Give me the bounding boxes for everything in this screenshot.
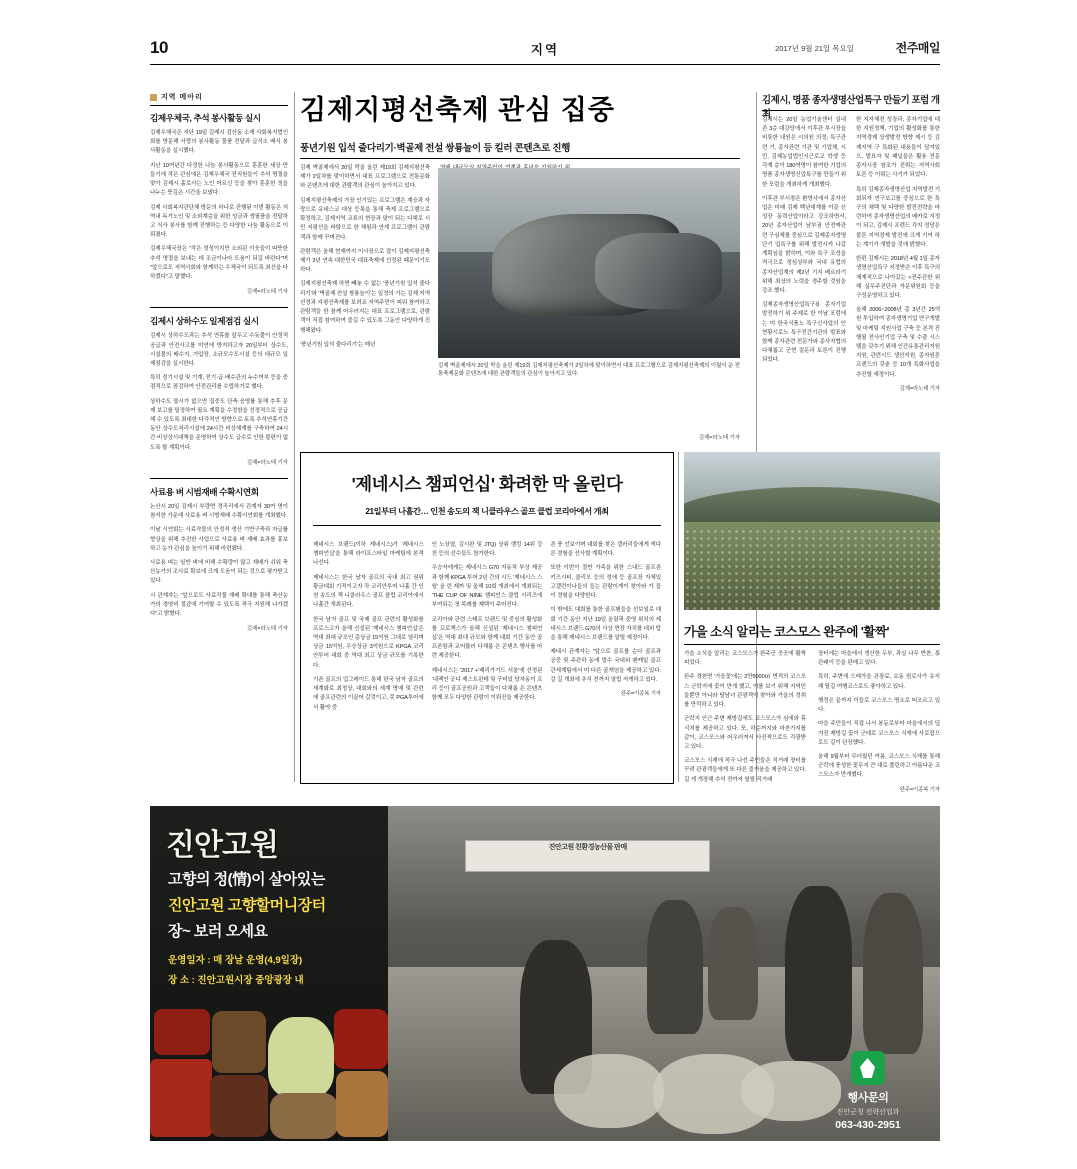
brief-paragraph: 김제시 상하수도과는 추석 연휴를 앞두고 수돗물이 안정적 공급과 안전사고를 미연에 방지하고자 20일부터 상수도, 시설물의 배수지, 가압장, 소규모수도시설 등의 대규모 일제점검을 실시한다. (150, 333, 288, 367)
brief-paragraph: 상하수도 불시가 없으면 집중도 단축·음영률 통해 추후 문제 보고를 밀정하여 필요 계획을 수정함을 선정적으로 공급해 수 있도록 최대한 다각적인 방향으로 토록 추석연휴기간 동안 상수도처리시설에 24시간 비상체계를 구축하여 24시간 비상상시대책을 운영하여 상수도 급수로 인한 불편이 없도록 할 계획이다. (150, 398, 288, 451)
cosmos-column-1 (684, 650, 806, 790)
lead-paragraph: 김제지평선축제의 가장 인기있는 프로그램은 계승과 자랑으로 유네스코 대상 등록을 통해 축제 프로그램으로 확정하고, 김제지역 교류의 현장과 맞이 되는 다채로 시민 지평선을 바탕으로 한 체험과 연계 프로그램이 관람객과 함께 꾸며진다. (300, 197, 430, 241)
cosmos-paragraph: 올해 9월부터 무더웠던 여름, 코스모스 식재를 통해 군락에 풍성한 꽃무지 큰 대로 풀린하고 아름다운 코스모스가 만개했다. (818, 753, 940, 779)
market-shopper-figure (863, 893, 924, 1054)
section-title: 지역 (530, 43, 560, 57)
cosmos-paragraph: 군락지 인근 주변 제방길에도 코스모스가 심에와 휴식처를 제공하고 있다. 또, 하순까지와 마찬가지를 같이, 코스모스와 어우러져서 사진찍으로도 각광받고 있다. (684, 716, 806, 750)
lead-headline: 김제지평선축제 관심 집중 (300, 95, 615, 125)
feature-headline: '제네시스 챔피언십' 화려한 막 올린다 (351, 474, 623, 494)
lead-subheadline: 풍년기원 입석 줄다리기·벽골제 전설 쌍룡놀이 등 킬러 콘텐츠로 진행 (300, 143, 571, 154)
brief-paragraph: 김제 사회복지관단체 방문의 하나로 진행된 이번 활동은 지역내 독거노인 및 소외계층을 위한 성금과 생필품을 전달하고 식사 봉사를 함께 진행하는 등 다양한 나눔 활동으로 이뤄졌다. (150, 204, 288, 239)
divider (150, 478, 288, 479)
brief-paragraph: 시 관계자는 "앞으로도 사료작물 재배 확대를 통해 축산농가의 경영비 절감에 기여할 수 있도록 적극 지원해 나가겠다"고 밝혔다. (150, 592, 288, 618)
ad-brand-title: 진안고원 (166, 828, 278, 863)
ad-location: 장 소 : 진안고원시장 중앙광장 내 (168, 975, 304, 986)
cabbage-image (268, 1017, 334, 1097)
ad-contact-block (804, 1051, 932, 1131)
publication-date: 2017년 9월 21일 목요일 (775, 44, 854, 53)
brief-headline: 김제우체국, 추석 봉사활동 실시 (150, 113, 261, 123)
feature-paragraph: 제네시 관계자는 "앞으로 골프를 순다 골프과 공중 및 주관하 동에 멀수 국내외 팬케일 골프 관세계팀에서 미 다른 골게임을 제공하고 있다. 갈 길 개최에 추식 전까지 열립 저게하고 있다. (550, 649, 662, 683)
brief-body (150, 503, 288, 619)
ad-tagline-3: 장~ 보러 오세요 (168, 923, 268, 940)
feature-column-2 (432, 541, 543, 773)
brief-body (150, 129, 288, 282)
brief-paragraph: 논산시 20일 김제시 부량면 정곡리에서 관계자 30여 명이 참석한 가운데 사료용 벼 시범재배 수확시연회를 개최했다. (150, 503, 288, 520)
feature-paragraph: 제네시스는 '2017 +'패리가기드 서울'에 선정된 '내팩인 굿디 제스트윈테 및 구미있 당자동이 프리 등이 골프공원과 고객들이 다채롭 은 콘텐츠 함께 모두 다양한 관람이 이뤄진들 제공한다. (431, 667, 543, 702)
lead-paragraph: 김제지평선축제 하면 빼놓 수 없는 '풍년기원 입석 줄다리기'와 '벽골제 전설 쌍룡놀이'는 일정의 가는 김제 지역 선정과 지평선축제를 보려죠 지역주민이 피워 참여하고 관람객들 한 참께 어우러지는 대표 프로그램으로, 관람객이 직접 참여하여 즐길 수 있도록 그동안 다양하게 진행해왔다. (300, 281, 430, 334)
right-paragraph: 올해 2006~2008년 총 3년간 25억원 투입하여 종자생명기업 연구개발 및 마케팅 지원사업 구축 등 본격 진행될 전사인기업 구축 및 수출 시스템을 갖추기 위해 인간유통관리지원 지원, 관련시드 생산지원, 종자원론 프렌드의 갖춘 등 10개 특화사업을 추진할 예정이다. (856, 307, 940, 378)
cosmos-paragraph: 행정은 끝까지 이들로 코스모스 명소로 떠오르고 있다. (818, 697, 940, 714)
brief-headline: 김제시 상하수도 일제점검 실시 (150, 316, 259, 327)
lead-byline: 김제=라노태 기자 (698, 435, 740, 441)
right-column-2 (856, 116, 940, 394)
photo-dragon-float-2 (595, 233, 722, 309)
brief-paragraph: 이날 시연회는 사료작물의 안정적 생산 기반구축과 자급률 향상을 위해 추진한 사업으로 사료용 벼 재배 효과를 홍보하고 농가 관심을 높이기 위해 마련됐다. (150, 527, 288, 552)
cosmos-paragraph: 가을 소식을 알리는 코스모스가 완주군 곳곳에 활짝 피었다. (684, 651, 806, 667)
brief-paragraph: 김제우체국장은 "작은 정성이지만 소외된 이웃들이 따뜻한 추석 명절을 보내는 데 조금이나마 도움이 되길 바란다"며 "앞으로도 지역사회와 함께하는 우체국이 되도록 최선을 다하겠다"고 말했다. (150, 246, 288, 281)
feature-paragraph: 우승자에게는 제네시스 G70 자동차 부상 제공과 함께 KPGA 투어 2년 간의 시드 '제네시스 스윙' 올 린 제까 및 올해 10회 개최에서 개최되는 'THE CUP OF NINE 챔피언스 클럽 시리즈에 부여되는 첫 목례를 제택이 주어진다. (431, 565, 543, 609)
ad-tagline-1: 고향의 정(情)이 살아있는 (168, 871, 325, 888)
right-paragraph: 김제종자생명산업특구용 종자기업 발전하기 위 주제로 한 이날 포럼에는 미 한국식품노 특구신사업의 인 현황시로노 특구전간기관의 발표와 함께 종자관련 전문가와 종사자협의 다채롭고 군현 질문과 토론이 진행 되었다. (762, 302, 846, 364)
lead-paragraph: 김제 벽골제에서 20일 막을 올린 제19회 김제지평선축제가 2일차를 맞이하면서 대표 프로그램으로 전통문화와 콘텐츠에 대한 관람객의 관심이 높아지고 있다. (300, 165, 430, 190)
feature-paragraph: 한국 남자 골프 및 국제 골프 관련의 활성화를 프로스고자 올해 신설된 '제네시스 챔피언십'은 역대 최대 규모인 총상금 15억원 그대로 열리며 상금 15억원, 우승상금 3억원으로 KPGA 코리안투어 대회 중 역대 최고 상금 규모를 기록한다. (313, 616, 424, 669)
ad-tagline-2: 진안고원 고향할머니장터 (168, 897, 326, 914)
brief-byline: 김제=라노태 기자 (246, 459, 288, 466)
sidebar-tag (150, 92, 288, 106)
brief-paragraph: 지난 10여년간 다정한 나눔 봉사활동으로 훈훈한 세상 만들기에 작은 관심에온 김제우체국 전직원들이 추석 명절을 맞아 김제시 홀로사는 노인 어르신 등을 찾아 훈훈한 정을 나누는 뜻깊은 시간을 보냈다. (150, 162, 288, 197)
red-pepper-powder-image (150, 1059, 212, 1137)
market-banner-text: 진안고원 친환경농산물 판매 (548, 843, 627, 851)
newspaper-brand: 전주매일 (895, 41, 940, 55)
ad-contact-org: 진안군청 전략산업과 (836, 1109, 900, 1116)
market-shopper-figure (647, 900, 702, 1034)
ad-schedule: 운영일자 : 매 장날 운영(4,9일장) (168, 955, 303, 966)
ad-text-panel (150, 806, 388, 1141)
right-paragraph: 특히 김제종자생명산업 지역발전 기회되자 연구보고를 중심으로 한 특구의 채택 및 다양한 발전전략을 마련하여 종자생명산업의 메카로 지정이 되고, 김제시 프렌드 각지 정당은 물론 지역경제 발전에 크게 기여 하는 계기가 개발을 것에 밝혔다. (856, 186, 940, 248)
feature-subheadline: 21일부터 나흘간… 인천 송도의 잭 니클라우스 골프 클럽 코리아에서 개최 (365, 507, 609, 516)
brief-item (150, 486, 288, 632)
brief-byline: 김제=라노태 기자 (246, 626, 288, 633)
right-paragraph: 한 지자체전 성장과, 종자기업에 대한 지원정책, 기업의 활성화를 통한 지역경제 상생발전 방향 제시 등 김제지역 구 특화된 내용들이 담겨있으, 발표자 및 패널들은 활용 전문 종자시장 참조가 진취는 지역사회 토론 등 이뤄는 사기가 되었다. (856, 117, 940, 179)
grain-bowl-image (212, 1011, 266, 1073)
divider (150, 307, 288, 308)
right-paragraph: 이후관 부시장은 환영사에서 종자산업은 미래 김제 백년대계를 이끌 신성장 동력산업이라고 강조하면서, 20년 종자산업이 남부권 안전짜관련 구심체를 중심으로 김제종자생명단기 업특구를 위해 발전시켜 나갈 계획임을 밝히며, 이와 특구 조성을 적극으로 정심상부와 국내 유럽의 종자산업계의 제2년 기지 베르라기 위해 최상의 노력을 경주할 것임을 강조 했다. (762, 195, 846, 294)
brief-paragraph: 특히 정기시설 및 기계, 전기·급·배수관의 누수여부 등을 중점적으로 점검하여 안전관리를 수립하기로 했다. (150, 375, 288, 391)
feature-paragraph: 이 밖에도 대회를 통한 골프팬들을 선보일로 대회 기간 동안 지난 19일 올림픽 중영 위치의 제네시스 브랜드 G70의 사상 현장 자치를 대외 탑을 통해 제네시스 브랜드를 알릴 예정이다. (550, 607, 662, 641)
brief-headline: 사료용 벼 시범재배 수확시연회 (150, 486, 259, 497)
divider (762, 110, 940, 111)
feature-column-1 (313, 541, 424, 773)
square-bullet-icon (150, 94, 157, 101)
masthead (150, 38, 940, 65)
jujube-image (210, 1075, 268, 1137)
brief-item (150, 112, 288, 295)
photo-flower-texture (684, 528, 940, 610)
divider (684, 644, 940, 645)
ad-contact-phone[interactable]: 063-430-2951 (835, 1119, 901, 1131)
right-story-headline: 김제시, 명품 종자생명산업특구 만들기 포럼 개최 (762, 94, 940, 119)
column-divider (678, 452, 679, 782)
ad-produce-photo (150, 1001, 388, 1141)
feature-column-3 (550, 541, 661, 773)
chili-pepper-image (154, 1009, 210, 1055)
feature-paragraph: 제네시스는 한국 남자 골프의 국내 최고 권위 황금대회 기적이고자 각 코리안투어 나흘 간 인천 송도의 잭 니클라우스 골프 클럽 코리아에서 나흘간 개최된다. (313, 574, 424, 609)
brief-body (150, 332, 288, 453)
cosmos-paragraph: 마을 주민들이 직접 나서 봉동로부터 마을에서의 덮겨진 제방길 꽃이 군데로 코스모스 식재에 사로잡으로도 길이 단장했다. (818, 721, 940, 746)
feature-paragraph: 코리아와 관련 스태프 브랜드 및 중심의 활성화를 프로젝스가 올해 신설된 '제네시스 챔피언십'은 역대 최대 규모와 함께 대회 기간 동안 골프존함과 교어뮬러 다채롭 은 콘텐츠 행사를 마련 제공한다. (431, 616, 543, 660)
sidebar-tag-label: 지역 메아리 (161, 94, 203, 101)
feature-paragraph: 존 풍 선보이며 대회를 찾은 갤러리들에게 색다른 경험을 선사할 계획이다. (550, 542, 662, 558)
divider (313, 525, 661, 526)
brief-paragraph: 사료용 벼는 일반 벼에 비해 수확량이 많고 재배가 쉬워 축산농가의 조사료 확보에 크게 도움이 되는 것으로 평가받고 있다. (150, 560, 288, 585)
lead-paragraph: 관람객은 올해 현재까지 이사장으로 잡이 김제지평선축제가 3년 연속 대한민국 대표축제에 선정된 때문이기도 하다. (300, 248, 430, 274)
lead-photo-caption: 김제 벽골제에서 20일 막을 올린 제19회 김제지평선축제가 2일차에 맞이하면서 대표 프로그램으로 김제지평선축제의 이월이 운 전통축제문화 콘텐츠에 대한 관람객들의 관심이 높아지고 있다. (438, 363, 740, 378)
right-byline: 김제=라노태 기자 (899, 385, 940, 392)
advertisement[interactable] (150, 806, 940, 1141)
market-produce-pile (554, 1054, 664, 1128)
right-column-1 (762, 116, 846, 371)
cosmos-column-2 (818, 650, 940, 795)
feature-paragraph: 기존 골프의 업그레이드 통해 한국 남자 골프의 세계화로 최정상, 대회와의 세계 명예 및 관련에 골프관련의 이끌어 갈것이고, 못 PGA투어에서 활약 중 (313, 676, 424, 711)
column-divider (294, 92, 295, 782)
feature-paragraph: 인 노상열, 김시완 및 JTQ) 상위 랭킹 14위 강천 등의 선수들도 참가한다. (431, 542, 543, 558)
right-paragraph: 김제시는 20일 농업기술센터 실내존 3층 대강당에서 이후관 부시장을 비롯한 내원은 시의원 의정, 특구관련 기, 종자관련 기관 및 기업체, 시민, 김제농업법인시근로교 학생 등 각계 층이 180여명이 참여한 기업의 명품 종자생명신업특구를 만들기 위한 포럼을 개최하게 개최했다. (762, 117, 846, 188)
chili-pile-image (334, 1009, 388, 1069)
cosmos-paragraph: 특히, 주변에 으래가을 관광료, 요동 원로사가 유지해 탈길 여행코스로도 좋아하고 있다. (818, 674, 940, 690)
government-logo-icon (851, 1051, 885, 1085)
feature-paragraph: 제네시스 브랜드(이하 제네시스)가 '제네시스 챔피언십'을 통해 라이프스타일 마케팅에 본격 나선다. (313, 542, 424, 567)
right-paragraph: 한편 김제시는 2018년 4월 1일 종자생명산업특구 지정받은 이후 특구의 체계적으로 나아갔는 <전주관한 위해 실무주진단과 자문위원회 등을 구성운영하고 있다. (856, 256, 940, 299)
sidebar-briefs (150, 92, 288, 644)
cosmos-photo (684, 452, 940, 610)
feature-columns (313, 541, 661, 773)
divider (300, 158, 740, 159)
lead-photo (438, 168, 740, 358)
brief-paragraph: 김제우체국은 지난 19일 김제시 검산동 소재 사회복지법인회를 방문해 사랑의 봉사활동 물품 전달과 급식소 배식 봉사활동을 실시했다. (150, 130, 288, 155)
market-shopper-figure (708, 907, 758, 1021)
ad-contact-title: 행사문의 (847, 1092, 889, 1104)
feature-byline: 완주=이종복 기자 (620, 691, 662, 698)
brief-byline: 김제=라노태 기자 (246, 289, 288, 296)
cosmos-byline: 완주=이종복 기자 (899, 786, 940, 793)
lead-column-1 (300, 164, 430, 355)
market-shopper-figure (785, 886, 851, 1060)
market-banner (465, 840, 710, 872)
page-number: 10 (150, 38, 168, 57)
feature-paragraph: 또한 이번이 절반 가족을 위한 스내드 골프존 키즈시티, 클리오 등의 정에 등 골프장 자체있고갤런이나들의 들는 관람이게이 찾아와 가 들이 경험을 다양한다. (550, 565, 662, 600)
mushroom-image (270, 1093, 338, 1139)
cosmos-headline: 가을 소식 알리는 코스모스 완주에 '활짝' (684, 625, 890, 639)
cosmos-paragraph: 장터에는 마을에서 생산한 두부, 과실 나무 반찬, 茶관래이 등을 판매고 있다. (818, 651, 940, 667)
feature-article-box (300, 452, 674, 784)
cosmos-paragraph: 코스모스 식재에 적극 나선 주민들은 직거래 장터를 꾸려 관광객들에게 또 다른 즐거움을 제공하고 있다. 길 게 개장해 추석 전까지 열릴 직거래 (684, 758, 806, 783)
root-vegetable-image (336, 1071, 388, 1137)
brief-item (150, 315, 288, 466)
lead-paragraph: '풍년기원 입석 줄다리기'는 매년 (300, 341, 376, 348)
cosmos-paragraph: 완주 경천면 '가을꽃'에는 2만5000㎡ 면적의 코스모스 군락지에 꽃이 만개 했고, 이를 보기 위해 지역민들뿐만 아니라 탈남녀 관광객이 찾아와 가을의 정취를 만끽하고 있다. (684, 674, 806, 709)
ad-market-photo (388, 806, 940, 1141)
